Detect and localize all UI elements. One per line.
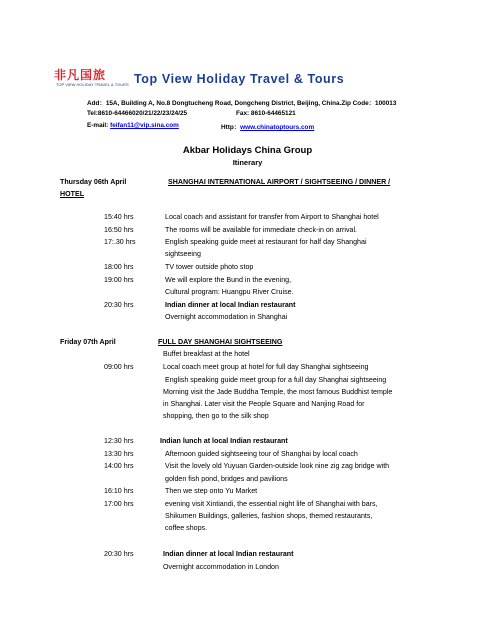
itinerary-subtitle: Itinerary [232,158,263,167]
email-row [87,122,179,129]
http-label: Http： [221,124,241,131]
day1-date: Thursday 06th April [60,178,127,186]
company-name: Top View Holiday Travel & Tours [134,72,345,86]
day2-activity: Indian dinner at local Indian restaurant [163,550,294,558]
day2-activity: Visit the lovely old Yuyuan Garden-outside look nine zig zag bridge with [165,462,390,470]
day1-time: 16:50 hrs [104,226,134,234]
day1-activity-cont: sightseeing [165,250,201,258]
day2-activity-cont: golden fish pond, bridges and pavilions [165,475,288,483]
day2-activity-cont: English speaking guide meet group for a full day Shanghai sightseeing [165,376,387,384]
day1-activity: We will explore the Bund in the evening, [165,276,292,284]
day2-activity: Local coach meet group at hotel for full day Shanghai sightseeing [163,363,369,371]
day2-time: 09:00 hrs [104,363,134,371]
day2-activity-cont: coffee shops. [165,524,208,532]
day2-activity-cont: in Shanghai. Later visit the People Square and Nanjing Road for [163,400,365,408]
day2-time: 14:00 hrs [104,462,134,470]
day1-time: 15:40 hrs [104,213,134,221]
day1-time: 17:.30 hrs [104,238,136,246]
day2-activity-cont: Overnight accommodation in London [163,563,279,571]
day1-heading-cont: HOTEL [60,190,85,198]
day2-time: 13:30 hrs [104,450,134,458]
day1-activity: The rooms will be available for immediate check-in on arrival. [165,226,358,234]
day2-date: Friday 07th April [60,338,116,346]
day1-activity-cont: Cultural program: Huangpu River Cruise. [165,288,294,296]
day2-activity-cont: shopping, then go to the silk shop [163,412,269,420]
day1-activity: Local coach and assistant for transfer from Airport to Shanghai hotel [165,213,379,221]
day1-activity: TV tower outside photo stop [165,263,254,271]
day1-activity: English speaking guide meet at restaurant for half day Shanghai [165,238,367,246]
company-logo-subtext: TOP VIEW HOLIDAY TRAVEL & TOURS [56,82,129,87]
day1-time: 19:00 hrs [104,276,134,284]
day2-breakfast: Buffet breakfast at the hotel [163,350,250,358]
day2-time: 16:10 hrs [104,487,134,495]
email-link[interactable]: feifan11@vip.sina.com [110,122,179,129]
day1-activity-cont: Overnight accommodation in Shanghai [165,313,288,321]
email-label: E-mail: [87,122,109,129]
company-logo: 非凡国旅 [54,68,107,82]
day2-activity: Afternoon guided sightseeing tour of Shanghai by local coach [165,450,358,458]
day1-heading: SHANGHAI INTERNATIONAL AIRPORT / SIGHTSEEING / DINNER / [168,178,391,186]
day2-activity-cont: Morning visit the Jade Buddha Temple, the most famous Buddhist temple [163,388,393,396]
website-link[interactable]: www.chinatoptours.com [240,124,315,131]
day1-activity: Indian dinner at local Indian restaurant [165,301,296,309]
company-fax: Fax: 8610-64465121 [236,110,296,117]
day2-activity: evening visit Xintiandi, the essential night life of Shanghai with bars, [165,500,378,508]
day1-time: 18:00 hrs [104,263,134,271]
company-tel: Tel:8610-64466020/21/22/23/24/25 [87,110,188,117]
day2-activity: Indian lunch at local Indian restaurant [160,437,288,445]
website-row [221,122,314,131]
day2-time: 12:30 hrs [104,437,134,445]
company-address: Add：15A, Building A, No.8 Dongtucheng Road, Dongcheng District, Beijing, China.Zip Code：100013 [87,100,397,107]
day2-time: 17:00 hrs [104,500,134,508]
day1-time: 20:30 hrs [104,301,134,309]
day2-heading: FULL DAY SHANGHAI SIGHTSEEING [158,338,283,346]
day2-time: 20:30 hrs [104,550,134,558]
day2-activity-cont: Shikumen Buildings, galleries, fashion shops, themed restaurants, [165,512,373,520]
group-title: Akbar Holidays China Group [182,145,313,156]
day2-activity: Then we step onto Yu Market [165,487,258,495]
